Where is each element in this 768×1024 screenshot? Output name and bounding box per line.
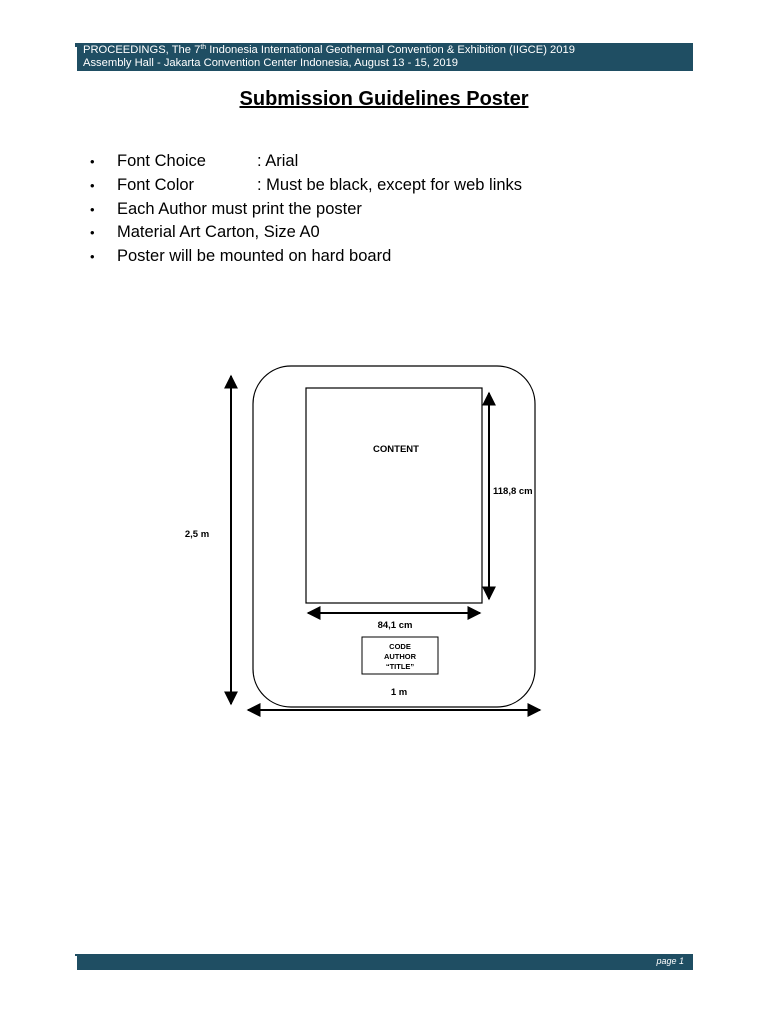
header-line1-prefix: PROCEEDINGS, The 7 [83,44,201,56]
guideline-label: Font Color [117,175,195,194]
board-height-label: 2,5 m [184,529,210,540]
bullet-icon: • [90,177,95,193]
poster-content-area [306,388,482,603]
bullet-icon: • [90,249,95,264]
page-title: Submission Guidelines Poster [239,88,529,110]
guideline-label: Poster will be mounted on hard board [117,247,392,265]
header-ordinal-sup: th [200,44,207,51]
guideline-label: Each Author must print the poster [117,199,362,218]
bullet-icon: • [90,201,95,217]
board-width-label: 1 m [390,687,408,698]
guideline-value: : Arial [257,152,299,170]
info-author-label: AUTHOR [383,652,417,661]
guideline-value: : Must be black, except for web links [257,175,523,194]
guideline-label: Material Art Carton, Size A0 [117,223,320,242]
footer-edge-mark [75,956,77,970]
header-line1-suffix: Indonesia International Geothermal Convention & Exhibition (IIGCE) 2019 [206,44,575,56]
poster-height-label: 118,8 cm [493,486,533,497]
content-label: CONTENT [373,444,419,455]
info-code-label: CODE [389,642,411,651]
info-title-label: “TITLE” [385,662,415,671]
poster-width-label: 84,1 cm [377,620,413,631]
footer-bar [75,954,693,970]
header-venue-line: Assembly Hall - Jakarta Convention Center Indonesia, August 13 - 15, 2019 [83,57,458,69]
page-number: page 1 [656,956,684,966]
bullet-icon: • [90,225,95,241]
guideline-label: Font Choice [117,152,206,170]
bullet-icon: • [90,154,95,169]
